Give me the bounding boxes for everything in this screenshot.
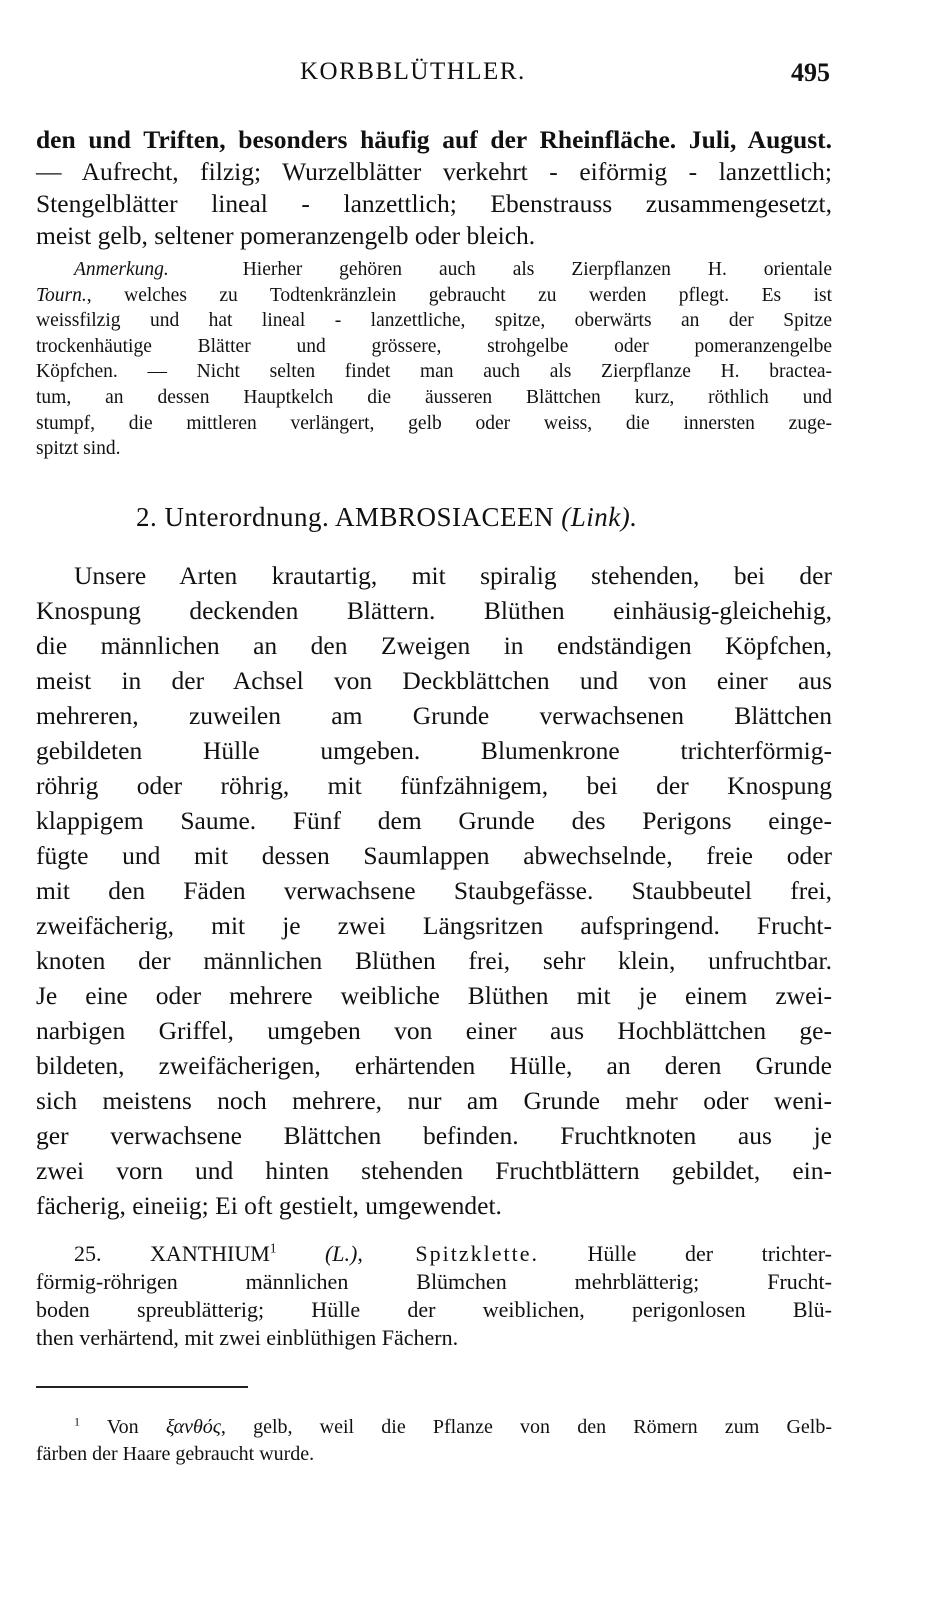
genus-line-text: Hülle der trichter- [587, 1241, 832, 1266]
section-authority: (Link). [561, 502, 638, 532]
genus-line: förmig-röhrigen männlichen Blümchen mehrblätterig; Frucht- [36, 1269, 832, 1294]
note-line-text: , welches zu Todtenkränzlein gebraucht zu werden pflegt. Es ist [86, 284, 832, 306]
description-paragraph [36, 558, 832, 1223]
note-author: Tourn. [36, 284, 87, 306]
body-line: die männlichen an den Zweigen in endständigen Köpfchen, [36, 631, 832, 660]
intro-line: — Aufrecht, filzig; Wurzelblätter verkehrt - eiförmig - lanzettlich; [36, 157, 832, 186]
body-line: zweifächerig, mit je zwei Längsritzen aufspringend. Frucht- [36, 911, 832, 940]
intro-paragraph [36, 124, 832, 252]
body-line: mehreren, zuweilen am Grunde verwachsenen Blättchen [36, 701, 832, 730]
footnote-greek-word: ξανθός [165, 1416, 221, 1438]
footnote-line-text: , gelb, weil die Pflanze von den Römern zum Gelb- [220, 1416, 832, 1438]
footnote-divider [36, 1386, 248, 1388]
note-line: Köpfchen. — Nicht selten findet man auch als Zierpflanze H. bractea- [36, 361, 832, 383]
note-line: trockenhäutige Blätter und grössere, strohgelbe oder pomeranzengelbe [36, 335, 832, 357]
footnote-line [36, 1414, 832, 1441]
note-line: spitzt sind. [36, 438, 121, 460]
body-line: fügte und mit dessen Saumlappen abwechselnde, freie oder [36, 841, 832, 870]
intro-line: Stengelblätter lineal - lanzettlich; Ebenstrauss zusammengesetzt, [36, 189, 832, 218]
page-header [36, 58, 830, 98]
running-head: KORBBLÜTHLER. [300, 58, 526, 85]
note-line: tum, an dessen Hauptkelch die äusseren Blättchen kurz, röthlich und [36, 386, 832, 408]
footnote-reference: 1 [269, 1240, 277, 1256]
body-line: zwei vorn und hinten stehenden Fruchtblättern gebildet, ein- [36, 1156, 832, 1185]
footnote-line: färben der Haare gebraucht wurde. [36, 1443, 315, 1465]
note-line [36, 283, 832, 309]
body-line: Je eine oder mehrere weibliche Blüthen mit je einem zwei- [36, 981, 832, 1010]
genus-entry [36, 1240, 832, 1352]
note-label: Anmerkung. [74, 259, 169, 280]
page-number: 495 [791, 58, 830, 87]
section-heading [136, 502, 637, 533]
footnote-mark: 1 [74, 1414, 80, 1429]
genus-name: 25. XANTHIUM [74, 1241, 270, 1266]
intro-line: den und Triften, besonders häufig auf der Rheinfläche. Juli, August. [36, 125, 832, 154]
body-line: röhrig oder röhrig, mit fünfzähnigem, bei der Knospung [36, 771, 832, 800]
body-line: knoten der männlichen Blüthen frei, sehr klein, unfruchtbar. [36, 946, 832, 975]
intro-line: meist gelb, seltener pomeranzengelb oder bleich. [36, 221, 536, 250]
section-heading-text: 2. Unterordnung. AMBROSIACEEN [136, 502, 554, 532]
body-line: sich meistens noch mehrere, nur am Grunde mehr oder weni- [36, 1086, 832, 1115]
body-line: Unsere Arten krautartig, mit spiralig stehenden, bei der [74, 561, 832, 590]
note-line [36, 257, 832, 283]
note-paragraph [36, 257, 832, 462]
body-line: mit den Fäden verwachsene Staubgefässe. Staubbeutel frei, [36, 876, 832, 905]
note-line: stumpf, die mittleren verlängert, gelb oder weiss, die innersten zuge- [36, 412, 832, 434]
body-line: ger verwachsene Blättchen befinden. Fruchtknoten aus je [36, 1121, 832, 1150]
body-line: narbigen Griffel, umgeben von einer aus Hochblättchen ge- [36, 1016, 832, 1045]
footnote-intro: Von [106, 1416, 139, 1438]
body-line: meist in der Achsel von Deckblättchen und von einer aus [36, 666, 832, 695]
genus-common-name: , Spitzklette. [357, 1241, 539, 1266]
genus-line: then verhärtend, mit zwei einblüthigen Fächern. [36, 1325, 459, 1350]
body-line: Knospung deckenden Blättern. Blüthen einhäusig-gleichehig, [36, 596, 832, 625]
genus-authority: (L.) [324, 1241, 358, 1266]
body-line: gebildeten Hülle umgeben. Blumenkrone trichterförmig- [36, 736, 832, 765]
genus-line: boden spreublätterig; Hülle der weiblichen, perigonlosen Blü- [36, 1297, 832, 1322]
body-line: bildeten, zweifächerigen, erhärtenden Hülle, an deren Grunde [36, 1051, 832, 1080]
note-line: weissfilzig und hat lineal - lanzettliche, spitze, oberwärts an der Spitze [36, 310, 832, 332]
genus-line [36, 1240, 832, 1268]
footnote [36, 1414, 832, 1468]
note-line-text: Hierher gehören auch als Zierpflanzen H. orientale [242, 259, 832, 280]
body-line: klappigem Saume. Fünf dem Grunde des Perigons einge- [36, 806, 832, 835]
body-line: fächerig, eineiig; Ei oft gestielt, umgewendet. [36, 1191, 502, 1220]
